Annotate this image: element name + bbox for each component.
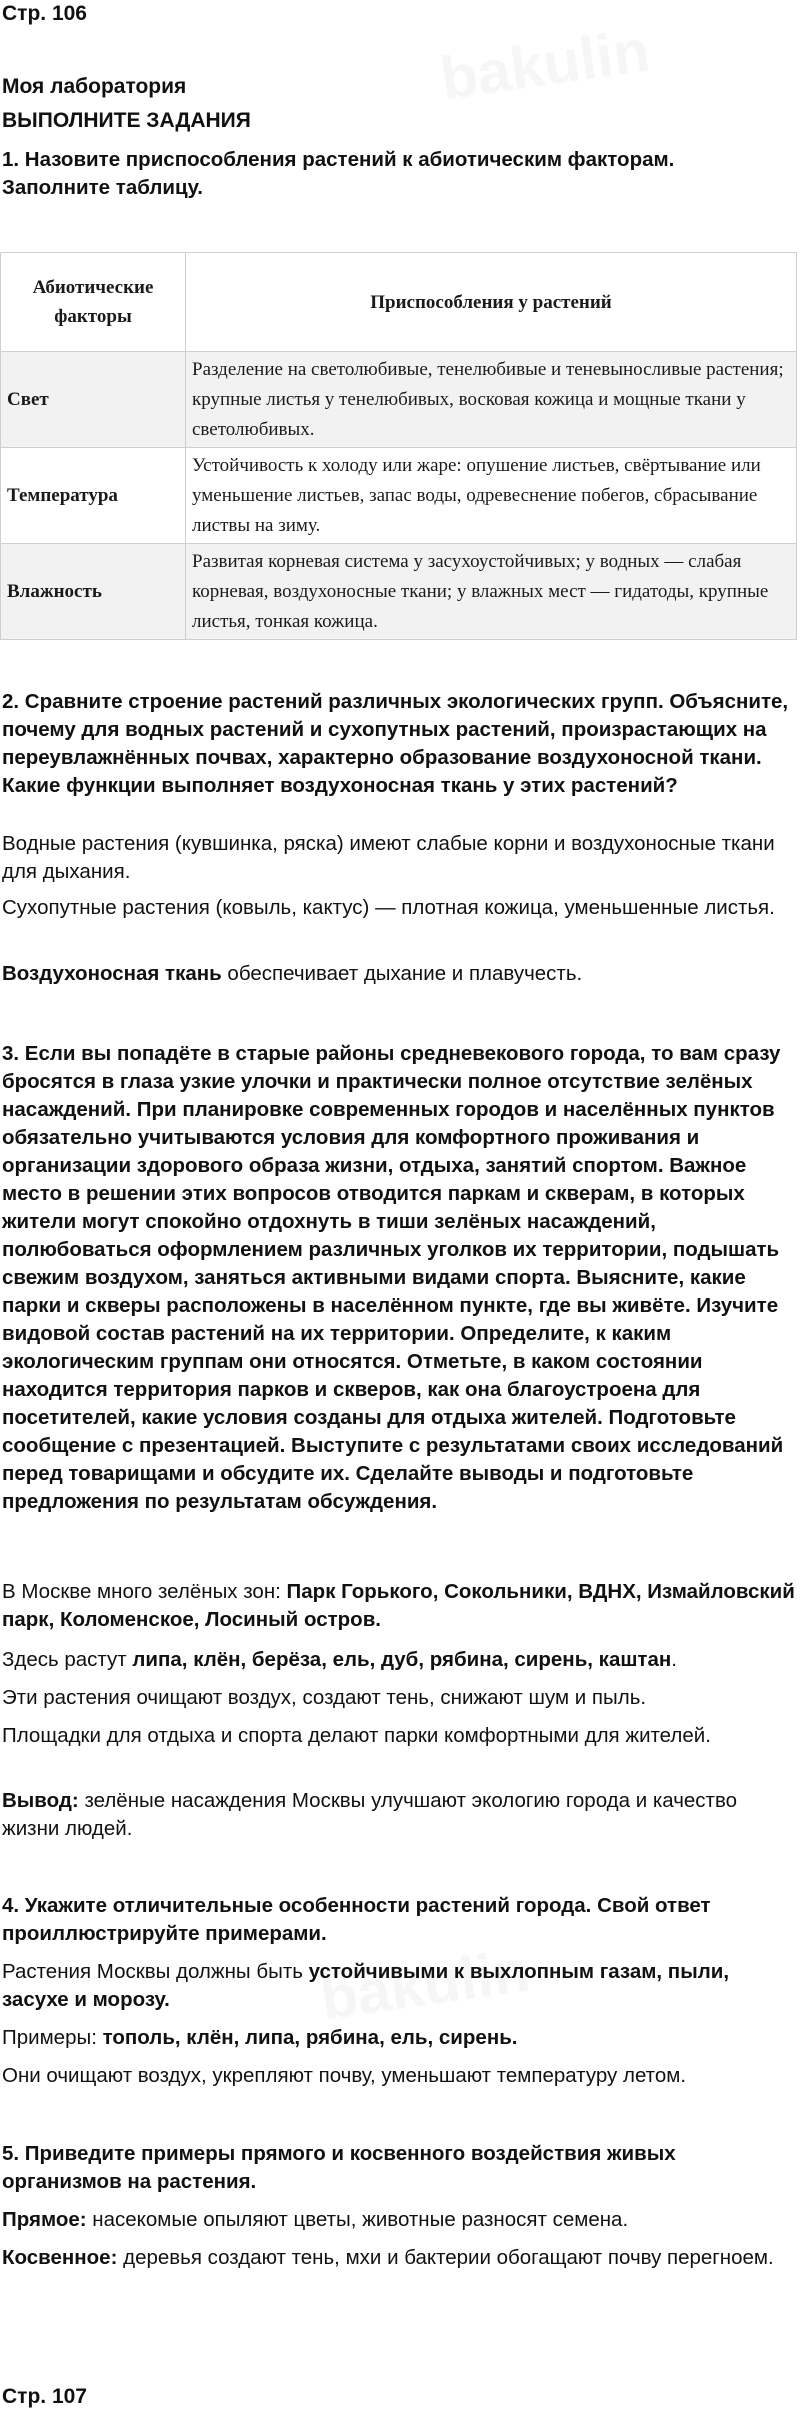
air-tissue-term: Воздухоносная ткань bbox=[2, 962, 222, 985]
moscow-parks-list: Парк Горького, Сокольники, ВДНХ, Измайловский парк, Коломенское, Лосиный остров. bbox=[2, 1580, 795, 1631]
factor-cell: Влажность bbox=[1, 544, 186, 640]
task4-answer-2 bbox=[0, 2024, 800, 2052]
task3-answer-1-text: В Москве много зелёных зон: bbox=[2, 1580, 287, 1603]
city-plant-examples: тополь, клён, липа, рябина, ель, сирень. bbox=[102, 2026, 518, 2049]
task4-question: 4. Укажите отличительные особенности растений города. Свой ответ проиллюстрируйте примерами. bbox=[2, 1894, 711, 1945]
task3-answer-1 bbox=[0, 1578, 800, 1634]
page-number-bottom: Стр. 107 bbox=[2, 2385, 87, 2408]
header-adaptations: Приспособления у растений bbox=[186, 253, 797, 352]
task3-question: 3. Если вы попадёте в старые районы средневекового города, то вам сразу бросятся в глаза узкие улочки и практически полное отсутствие зелёных насаждений. При планировке современных городов и населённых пунктов обязательно учитываются условия для комфортного проживания и организации здорового образа жизни, отдыха, занятий спортом. Важное место в решении этих вопросов отводится паркам и скверам, в которых жители могут спокойно отдохнуть в тиши зелёных насаждений, полюбоваться оформлением различных уголков их территории, подышать свежим воздухом, заняться активными видами спорта. Выясните, какие парки и скверы расположены в населённом пункте, где вы живёте. Изучите видовой состав растений на их территории. Определите, к каким экологическим группам они относятся. Отметьте, в каком состоянии находится территория парков и скверов, как она благоустроена для посетителей, какие условия созданы для отдыха жителей. Подготовьте сообщение с презентацией. Выступите с результатами своих исследований перед товарищами и обсудите их. Сделайте выводы и подготовьте предложения по результатам обсуждения. bbox=[2, 1042, 784, 1513]
indirect-label: Косвенное: bbox=[2, 2246, 118, 2269]
task3-conclusion bbox=[0, 1787, 800, 1843]
page-number-top: Стр. 106 bbox=[2, 2, 87, 25]
conclusion-label: Вывод: bbox=[2, 1789, 79, 1812]
task4-answer-3: Они очищают воздух, укрепляют почву, уменьшают температуру летом. bbox=[2, 2064, 687, 2087]
task3-answer-4: Площадки для отдыха и спорта делают парки комфортными для жителей. bbox=[2, 1724, 711, 1747]
direct-text: насекомые опыляют цветы, животные разносят семена. bbox=[86, 2208, 629, 2231]
factor-cell: Свет bbox=[1, 352, 186, 448]
factor-cell: Температура bbox=[1, 448, 186, 544]
task2-answer-1: Водные растения (кувшинка, ряска) имеют слабые корни и воздухоносные ткани для дыхания. bbox=[2, 832, 775, 883]
task2-answer-3 bbox=[0, 960, 800, 988]
adaptation-cell: Устойчивость к холоду или жаре: опушение листьев, свёртывание или уменьшение листьев, запас воды, одревеснение побегов, сбрасывание листвы на зиму. bbox=[186, 448, 797, 544]
lab-title: Моя лаборатория bbox=[2, 75, 187, 98]
task1-question: 1. Назовите приспособления растений к абиотическим факторам. Заполните таблицу. bbox=[2, 148, 675, 199]
task2-answer-2: Сухопутные растения (ковыль, кактус) — плотная кожица, уменьшенные листья. bbox=[2, 896, 775, 919]
direct-label: Прямое: bbox=[2, 2208, 87, 2231]
tasks-heading: ВЫПОЛНИТЕ ЗАДАНИЯ bbox=[2, 109, 251, 132]
adaptation-cell: Развитая корневая система у засухоустойчивых; у водных — слабая корневая, воздухоносные ткани; у влажных мест — гидатоды, крупные листья, тонкая кожица. bbox=[186, 544, 797, 640]
task4-answer-1 bbox=[0, 1958, 800, 2014]
indirect-text: деревья создают тень, мхи и бактерии обогащают почву перегноем. bbox=[117, 2246, 774, 2269]
task2-answer-3-text: обеспечивает дыхание и плавучесть. bbox=[221, 962, 583, 985]
park-trees-list: липа, клён, берёза, ель, дуб, рябина, сирень, каштан bbox=[132, 1648, 672, 1671]
adaptations-table bbox=[0, 252, 797, 640]
table-row bbox=[1, 352, 797, 448]
task3-answer-2 bbox=[0, 1646, 800, 1674]
task5-question: 5. Приведите примеры прямого и косвенного воздействия живых организмов на растения. bbox=[2, 2142, 676, 2193]
city-plant-traits: устойчивыми к выхлопным газам, пыли, засухе и морозу. bbox=[2, 1960, 730, 2011]
table-row bbox=[1, 448, 797, 544]
table-header-row bbox=[1, 253, 797, 352]
task3-answer-2-text: Здесь растут bbox=[2, 1648, 133, 1671]
task5-answer-2 bbox=[0, 2244, 800, 2272]
task5-answer-1 bbox=[0, 2206, 800, 2234]
task4-answer-1-text: Растения Москвы должны быть bbox=[2, 1960, 309, 1983]
task2-question: 2. Сравните строение растений различных экологических групп. Объясните, почему для водных растений и сухопутных растений, произрастающих на переувлажнённых почвах, характерно образование воздухоносной ткани. Какие функции выполняет воздухоносная ткань у этих растений? bbox=[2, 690, 789, 797]
task4-answer-2-text: Примеры: bbox=[2, 2026, 103, 2049]
header-factor: Абиотические факторы bbox=[1, 253, 186, 352]
task3-answer-2-end: . bbox=[671, 1648, 677, 1671]
table-row bbox=[1, 544, 797, 640]
conclusion-text: зелёные насаждения Москвы улучшают экологию города и качество жизни людей. bbox=[2, 1789, 738, 1840]
adaptation-cell: Разделение на светолюбивые, тенелюбивые и теневыносливые растения; крупные листья у тенелюбивых, восковая кожица и мощные ткани у светолюбивых. bbox=[186, 352, 797, 448]
task3-answer-3: Эти растения очищают воздух, создают тень, снижают шум и пыль. bbox=[2, 1686, 647, 1709]
